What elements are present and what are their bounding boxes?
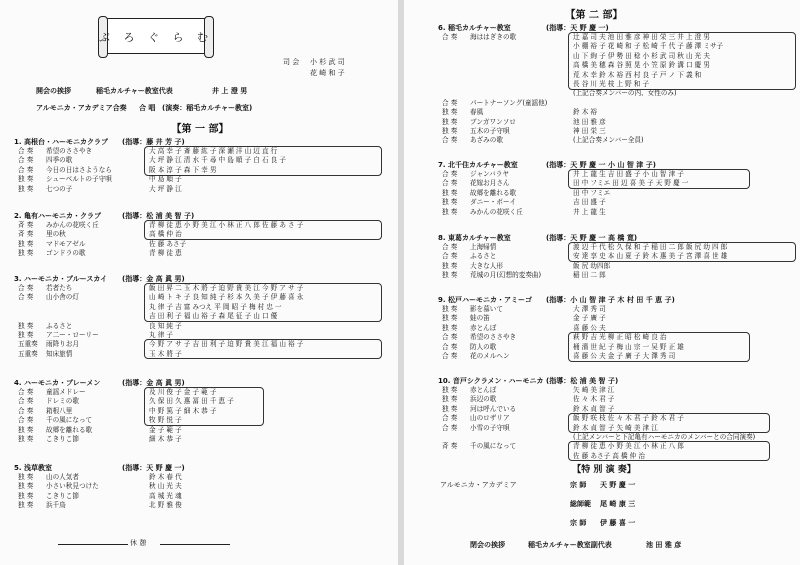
group-8 (438, 233, 798, 281)
performance-type: 独 奏 (18, 330, 34, 339)
performers: 中 野 篤 子 細 木 恭 子 (149, 406, 217, 415)
opening-label: 開会の挨拶 (36, 87, 71, 95)
song-title: 童謡メドレー (46, 388, 86, 396)
performers: 飯 野 咲 枝 佐 々 木 君 子 鈴 木 君 子 (573, 414, 684, 423)
group-3 (14, 274, 394, 359)
performance-type: 独 奏 (442, 188, 458, 197)
song-title: 小雪の子守唄 (470, 423, 510, 432)
performance-type: 独 奏 (18, 239, 34, 248)
group-name: 5. 浅草教室 (14, 464, 52, 472)
program-row (14, 331, 394, 340)
performers: 北 野 雅 俊 (149, 501, 182, 510)
opening-name: 井 上 澄 男 (212, 87, 248, 95)
special-name-1: 天 野 慶 一 (600, 481, 636, 489)
performers: 飯 尻 幼四郎 (573, 261, 611, 270)
program-row (438, 252, 798, 261)
program-row (14, 249, 394, 258)
left-page (0, 0, 398, 565)
performers: 金 子 廣 子 (573, 314, 606, 323)
song-title: 里の秋 (46, 230, 66, 239)
performers: 丸 律 子 吉 富 みつえ 平 岡 昭 子 梅 村 忠 一 (149, 302, 282, 311)
song-title: 上海帰情 (470, 243, 497, 251)
program-row (438, 33, 798, 42)
song-title: マドモアゼル (46, 239, 86, 248)
song-title: パートナーソング(童謡他) (470, 98, 548, 107)
program-row (14, 473, 394, 482)
song-title: 故郷を離れる歌 (46, 425, 93, 434)
performance-type: 独 奏 (18, 184, 34, 193)
performance-type: 独 奏 (442, 404, 458, 413)
performance-type: 独 奏 (18, 434, 34, 443)
performance-type: 独 奏 (442, 261, 458, 270)
program-row (14, 492, 394, 501)
group-name: 1. 高根台・ハーモニカクラブ (14, 138, 108, 146)
program-row (438, 324, 798, 333)
performers: 稲 田 二 郎 (573, 271, 606, 280)
song-title: 故郷を離れる歌 (470, 188, 517, 197)
performers: 金 子 範 子 (149, 425, 182, 434)
song-title: 今日の日はさようなら (46, 165, 112, 174)
performers: (上記メンバーと下記亀有ハーモニカのメンバーとの合同演奏) (573, 432, 756, 441)
performance-type: 合 奏 (442, 179, 458, 188)
performance-type: 合 奏 (442, 342, 458, 351)
performers: (上記合奏メンバー全員) (573, 136, 644, 145)
song-title: 雨降りお月 (46, 340, 79, 349)
group-6 (438, 23, 798, 146)
program-row (14, 156, 394, 165)
closing-org: 稲毛カルチャー教室副代表 (528, 541, 612, 549)
program-row (438, 414, 798, 423)
performance-type: 斉 奏 (442, 442, 458, 451)
program-row (438, 262, 798, 271)
academy-note: (演奏：稲毛カルチャー教室) (162, 104, 253, 112)
performers: 池 田 雅 彦 (573, 117, 606, 126)
special-group: アルモニカ・アカデミア (440, 481, 517, 489)
performers: 小 棚 裕 子 花 崎 和 子 松 崎 千 代 子 藤 澤 ミサ子 (573, 42, 724, 51)
program-title-scroll (96, 14, 216, 58)
song-title: こきりこ節 (46, 491, 79, 500)
program-row (14, 407, 394, 416)
song-title: 浜千鳥 (46, 501, 66, 510)
performers: 山 崎 ト キ 子 良 知 純 子 杉 本 久 美 子 伊 藤 喜 永 (149, 293, 304, 302)
performers: 佐 藤 あさ子 (149, 239, 187, 248)
group-name: 7. 北千住カルチャー教室 (438, 161, 518, 169)
song-title: 山のロザリア (470, 414, 510, 423)
song-title: ア二ー・ローリー (46, 330, 99, 339)
performance-type: 独 奏 (18, 175, 34, 184)
program-row (14, 397, 394, 406)
program-row (438, 386, 798, 395)
performance-type: 斉 奏 (18, 230, 34, 239)
opening-org: 稲毛カルチャー教室代表 (96, 87, 173, 95)
group-5 (14, 463, 394, 511)
performance-type: 合 奏 (18, 284, 34, 292)
performance-type: 合 奏 (442, 136, 458, 145)
program-title: ぷ ろ ぐ ら む (99, 31, 213, 44)
performers: 高 橋 仲 治 (149, 230, 182, 239)
program-row (14, 416, 394, 425)
song-title: 影を慕いて (470, 305, 503, 313)
group-conductor: (指導：天 野 慶 一) (122, 464, 185, 472)
song-title: みかんの花咲く丘 (46, 221, 99, 229)
special-role-2: 総師範 (570, 500, 591, 508)
performers: 飯 田 昇 二 玉 木 將 子 迫 野 貴 美 江 今 野 ア サ 子 (149, 284, 304, 292)
performers: 細 木 恭 子 (149, 434, 182, 443)
group-conductor: (指導：天 野 慶 一 高 橋 寛) (546, 234, 638, 242)
group-9 (438, 295, 798, 361)
program-row (438, 343, 798, 352)
performance-type: 合 奏 (442, 33, 458, 41)
program-row (438, 442, 798, 451)
performers: 井 上 龍 生 吉 田 盛 子 小 山 智 津 子 (573, 170, 684, 178)
performance-type: 独 奏 (442, 386, 458, 394)
performers: 矢 崎 美 津 江 (573, 386, 615, 394)
performers: 大 坪 静 江 清 水 千 尋 中 島 順 子 白 石 良 子 (149, 156, 286, 165)
song-title: 河は呼んでいる (470, 404, 517, 413)
performers: 辻 嘉 司 夫 池 田 雅 彦 神 田 栄 三 井 上 澄 男 (573, 33, 710, 41)
group-1 (14, 137, 394, 194)
performance-type: 独 奏 (442, 395, 458, 404)
program-row (438, 198, 798, 207)
performers: 喜 藤 公 夫 金 子 廣 子 大 澤 秀 司 (573, 351, 676, 360)
program-row (14, 426, 394, 435)
performers: 中 島 順 子 (149, 175, 182, 184)
performers: 久 保 田 久 惠 冨 田 千 恵 子 (149, 397, 234, 406)
performers: 吉 田 盛 子 (573, 198, 606, 207)
performers: 玉 木 將 子 (149, 349, 182, 358)
performers: 田 中 フミエ 田 辺 喜 美 子 天 野 慶 一 (573, 179, 689, 188)
performers: 喜 藤 公 夫 (573, 323, 606, 332)
performers: 牧 野 悦 子 (149, 416, 182, 425)
performance-type: 合 奏 (18, 147, 34, 155)
performers: 安 達 享 史 本 山 夏 子 鈴 木 惠 美 子 宮 澤 喜 世 雄 (573, 252, 728, 261)
song-title: 山の人気者 (46, 473, 79, 481)
closing-name: 池 田 雅 彦 (646, 541, 682, 549)
song-title: 若者たち (46, 284, 73, 292)
special-role-3: 宗 師 (570, 519, 587, 527)
special-role-1: 宗 師 (570, 481, 587, 489)
song-title: 知床旅情 (46, 349, 73, 358)
program-row (438, 305, 798, 314)
program-row (438, 208, 798, 217)
program-row (438, 405, 798, 414)
program-row (438, 136, 798, 145)
performers: 青 柳 徒 恵 小 野 美 江 小 林 正 八 郎 (573, 442, 684, 451)
intermission-label: 休 憩 (130, 539, 147, 547)
song-title: ダニー・ボーイ (470, 198, 517, 207)
program-row (438, 179, 798, 188)
special-heading: 【特 別 演 奏】 (572, 465, 636, 475)
performers: 鈴 木 貞 智 子 (573, 404, 615, 413)
mc-name-1: 小 杉 武 司 (310, 58, 345, 66)
intermission-line-left (58, 544, 128, 545)
performance-type: 独 奏 (442, 198, 458, 207)
performers: 大 坪 静 江 (149, 184, 182, 193)
performers: 大 澤 秀 司 (573, 305, 606, 313)
performers: 神 田 栄 三 (573, 126, 606, 135)
performance-type: 五重奏 (18, 349, 38, 358)
program-row (438, 314, 798, 323)
song-title: 海ははぎきの歌 (470, 33, 517, 41)
program-row (438, 108, 798, 117)
song-title: あざみの歌 (470, 136, 503, 145)
closing-label: 閉会の挨拶 (470, 541, 505, 549)
song-title: シューベルトの子守唄 (46, 175, 112, 184)
program-row (14, 221, 394, 230)
performance-type: 五重奏 (18, 340, 38, 349)
program-row (438, 170, 798, 179)
program-row (14, 293, 394, 302)
song-title: ジャンバラヤ (470, 170, 509, 178)
performance-type: 合 奏 (18, 406, 34, 415)
performers: 佐 藤 あさ子 高 橋 仲 治 (573, 451, 645, 460)
right-page (404, 0, 800, 565)
performance-type: 合 奏 (18, 388, 34, 396)
group-name: 9. 松戸ハーモニカ・アミーゴ (438, 296, 532, 304)
program-row (438, 452, 798, 461)
performers: 丸 律 子 (149, 330, 173, 339)
song-title: 花嫁お月さん (470, 179, 510, 188)
performance-type: 合 奏 (442, 252, 458, 261)
song-title: 荒城の月(幻想的変奏曲) (470, 271, 542, 280)
program-row (14, 185, 394, 194)
performers: 田 中 フミエ (573, 188, 611, 197)
program-row (14, 388, 394, 397)
song-title: ふるさと (46, 321, 73, 330)
program-row (14, 147, 394, 156)
performance-type: 独 奏 (18, 501, 34, 510)
performers: 佐 々 木 君 子 (573, 395, 615, 404)
group-conductor: (指導：小 山 智 津 子 木 村 田 千 恵 子) (546, 296, 675, 304)
program-row (14, 166, 394, 175)
performance-type: 独 奏 (442, 108, 458, 117)
program-row (14, 303, 394, 312)
group-name: 2. 亀有ハーモニカ・クラブ (14, 212, 101, 220)
song-title: 春風 (470, 108, 484, 117)
group-4 (14, 378, 394, 444)
performance-type: 独 奏 (442, 207, 458, 216)
song-title: みかんの花咲く丘 (470, 207, 523, 216)
group-name: 3. ハーモニカ・ブルースカイ (14, 275, 108, 283)
group-7 (438, 160, 798, 217)
song-title: 五木の子守唄 (470, 126, 510, 135)
song-title: 防人の歌 (470, 342, 497, 351)
performers: 萩 野 吉 光 柳 正 昭 松 崎 良 治 (573, 333, 667, 342)
group-conductor: (指導：藤 井 芳 子) (122, 138, 185, 146)
program-row (14, 284, 394, 293)
program-row (438, 433, 798, 442)
academy-chorus: 合 唱 (139, 104, 156, 112)
performance-type: 独 奏 (18, 491, 34, 500)
part1-heading: 【第 一 部】 (171, 124, 229, 135)
performers: 井 上 龍 生 (573, 207, 606, 216)
program-row (438, 99, 798, 108)
group-conductor: (指導：天 野 慶 一) (546, 24, 609, 32)
program-row (438, 127, 798, 136)
program-row (14, 175, 394, 184)
song-title: ブンガワンソロ (470, 117, 516, 126)
mc-label: 司 会 (283, 58, 300, 66)
group-conductor: (指導：金 高 眞 男) (122, 275, 185, 283)
group-conductor: (指導：金 高 眞 男) (122, 379, 185, 387)
intermission-line-right (160, 544, 230, 545)
song-title: 花のメルヘン (470, 351, 510, 360)
performance-type: 独 奏 (442, 305, 458, 313)
performance-type: 斉 奏 (18, 221, 34, 229)
performance-type: 合 奏 (442, 414, 458, 423)
special-name-3: 伊 藤 喜 一 (600, 519, 636, 527)
performance-type: 合 奏 (18, 416, 34, 425)
group-conductor: (指導：天 野 慶 一 小 山 智 津 子) (546, 161, 656, 169)
performance-type: 独 奏 (18, 425, 34, 434)
song-title: 山小舎の灯 (46, 293, 79, 302)
performance-type: 合 奏 (442, 333, 458, 342)
song-title: 箱根八里 (46, 406, 73, 415)
song-title: 赤とんぼ (470, 386, 497, 394)
program-row (14, 230, 394, 239)
group-name: 10. 音戸シクラメン・ハーモニカ (438, 377, 544, 385)
program-row (438, 333, 798, 342)
performers: 高 橋 美 穂 森 谷 照 晃 小 笠 原 鈴 溝 口 慶 男 (573, 61, 710, 70)
performers: 荒 木 幸 鈴 木 裕 西 村 良 子 戸 ノ 下 義 和 (573, 70, 702, 79)
performance-type: 独 奏 (442, 323, 458, 332)
song-title: ゴンドラの歌 (46, 249, 86, 258)
program-row (438, 118, 798, 127)
performance-type: 合 奏 (442, 351, 458, 360)
performance-type: 独 奏 (18, 473, 34, 481)
performance-type: 合 奏 (18, 156, 34, 165)
special-name-2: 尾 崎 康 三 (600, 500, 636, 508)
academy-label: アルモニカ・アカデミア合奏 (36, 104, 127, 112)
performance-type: 合 奏 (18, 165, 34, 174)
performers: (上記合奏メンバーの内、女性のみ) (573, 89, 677, 98)
performance-type: 独 奏 (442, 126, 458, 135)
program-row (14, 312, 394, 321)
performers: 青 柳 徒 恵 (149, 249, 182, 258)
program-row (14, 322, 394, 331)
group-conductor: (指導：松 浦 美 智 子) (546, 377, 619, 385)
performers: 鈴 木 貞 智 子 矢 崎 美 津 江 (573, 423, 658, 432)
group-2 (14, 211, 394, 259)
song-title: こきりこ節 (46, 434, 79, 443)
song-title: 四季の歌 (46, 156, 73, 165)
song-title: 赤とんぼ (470, 323, 497, 332)
song-title: 浜辺の歌 (470, 395, 497, 404)
song-title: ドレミの歌 (46, 397, 79, 406)
group-name: 6. 稲毛カルチャー教室 (438, 24, 511, 32)
group-10 (438, 376, 798, 461)
performance-type: 独 奏 (442, 314, 458, 323)
program-row (438, 52, 798, 61)
program-row (438, 89, 798, 98)
program-row (438, 71, 798, 80)
performers: 阪 本 淳 子 森 下 幸 男 (149, 165, 217, 174)
performance-type: 合 奏 (442, 170, 458, 178)
program-row (438, 424, 798, 433)
song-title: 蛙の笛 (470, 314, 490, 323)
program-row (14, 340, 394, 349)
performance-type: 合 奏 (442, 423, 458, 432)
performers: 渡 辺 千 代 松 久 保 和 子 稲 田 二 郎 飯 尻 幼 四 郎 (573, 243, 728, 251)
part2-heading: 【第 二 部】 (565, 10, 623, 21)
performance-type: 合 奏 (18, 293, 34, 302)
program-row (438, 189, 798, 198)
performers: 良 知 純 子 (149, 321, 182, 330)
performance-type: 独 奏 (18, 482, 34, 491)
performers: 今 野 ア サ 子 吉 田 利 子 迫 野 貴 美 江 福 山 裕 子 (149, 340, 304, 349)
song-title: 七つの子 (46, 184, 73, 193)
performers: 高 城 光 魂 (149, 491, 182, 500)
performers: 秋 山 光 夫 (149, 482, 182, 491)
program-row (438, 42, 798, 51)
performers: 長 谷 川 光 枝 上 野 和 子 (573, 79, 650, 88)
performers: 山 下 絢 子 伊 勢 田 稔 小 杉 武 司 秋 山 光 夫 (573, 51, 710, 60)
mc-name-2: 花 崎 和 子 (310, 69, 345, 77)
program-row (14, 501, 394, 510)
group-conductor: (指導：松 浦 美 智 子) (122, 212, 195, 220)
program-row (438, 61, 798, 70)
program-row (14, 435, 394, 444)
program-row (14, 350, 394, 359)
performers: 青 柳 徒 恵 小 野 美 江 小 林 正 八 郎 佐 藤 あ さ 子 (149, 221, 304, 229)
program-row (438, 80, 798, 89)
performers: 鈴 木 春 代 (149, 473, 182, 481)
song-title: 小さい秋見つけた (46, 482, 99, 491)
song-title: 千の風になって (46, 416, 93, 425)
song-title: 千の風になって (470, 442, 517, 451)
performers: 大 高 幸 子 斎 藤 紘 子 深 瀬 洋 山 辺 直 行 (149, 147, 278, 155)
song-title: 希望のささやき (46, 147, 93, 155)
program-row (14, 482, 394, 491)
performance-type: 合 奏 (442, 98, 458, 107)
program-row (14, 240, 394, 249)
song-title: 大きな人形 (470, 261, 503, 270)
performance-type: 合 奏 (18, 397, 34, 406)
program-row (438, 271, 798, 280)
song-title: 希望のささやき (470, 333, 517, 342)
performance-type: 独 奏 (442, 117, 458, 126)
group-name: 4. ハーモニカ・ブレーメン (14, 379, 101, 387)
performers: 鈴 木 裕 (573, 108, 597, 117)
performers: 桶 濱 世 紀 子 梅 山 宗 一 吴 野 正 雄 (573, 342, 684, 351)
performers: 及 川 俊 子 金 子 範 子 (149, 388, 217, 396)
performance-type: 合 奏 (442, 243, 458, 251)
performance-type: 独 奏 (18, 321, 34, 330)
song-title: ふるさと (470, 252, 497, 261)
group-name: 8. 東葛カルチャー教室 (438, 234, 511, 242)
program-row (438, 395, 798, 404)
program-row (438, 243, 798, 252)
performance-type: 独 奏 (442, 271, 458, 280)
program-row (438, 352, 798, 361)
performance-type: 独 奏 (18, 249, 34, 258)
performers: 吉 田 利 子 福 山 裕 子 森 尾 征 子 山 口 優 (149, 312, 278, 321)
